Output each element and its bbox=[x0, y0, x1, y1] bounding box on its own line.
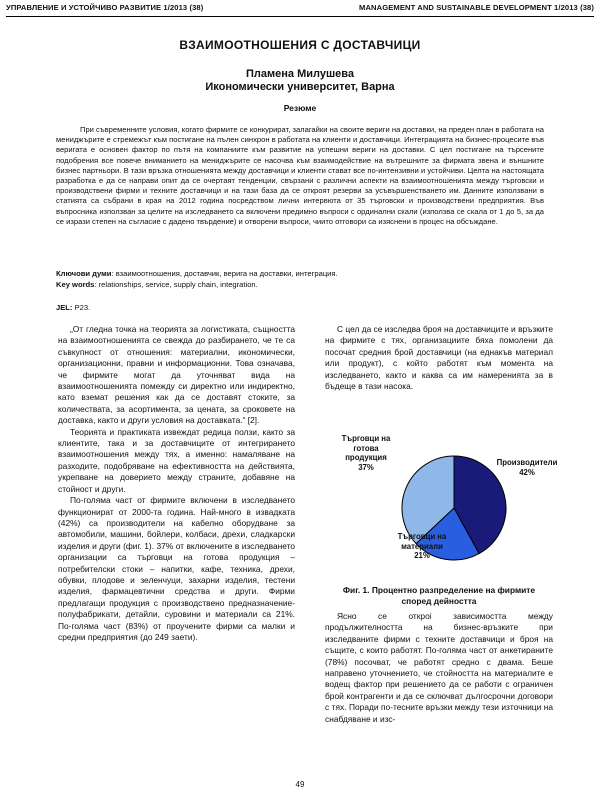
keywords-bg bbox=[56, 268, 544, 279]
keywords-block bbox=[56, 268, 544, 290]
body-paragraph: По-голяма част от фирмите включени в изследването функционират от 2000-та година. Най-много в извадката (42%) са производители на кабелно оборудване за автомобили, машини, бойлери, колбаси, дрехи, сладкарски изделия и други (фиг. 1). 37% от включените в изследването организации са търговци на готова продукция – потребителски стоки – напитки, кафе, техника, дрехи, обувки, плодове и зеленчуци, захарни изделия, тестени изделия, фармацевтични средства и други. Фирми предлагащи продукция с производствено предназначение-полуфабрикати, детайли, суровини и материали са 21%. По-голяма част (83%) от проучените фирми са малки и средни предприятия (до 249 заети). bbox=[58, 495, 295, 642]
running-header bbox=[6, 3, 594, 16]
label-line: 42% bbox=[519, 467, 535, 477]
label-finished-goods bbox=[326, 434, 406, 472]
abstract-heading: Резюме bbox=[283, 103, 317, 113]
jel-label: JEL: bbox=[56, 303, 73, 312]
body-column-right-bottom bbox=[325, 611, 553, 725]
body-paragraph: Теорията и практиката извеждат редица ползи, както за клиентите, така и за доставчиците от интегрирането взаимоотношения между тях, а именно: намаляване на разходите, подобряване на ефективността на действията, укрепване на доверието между страните, добавяне на стойност и други. bbox=[58, 426, 295, 494]
keywords-bg-label: Ключови думи bbox=[56, 269, 112, 278]
body-column-left bbox=[58, 324, 295, 643]
label-line: Производители bbox=[496, 458, 558, 467]
pie-chart bbox=[318, 428, 558, 584]
author-name: Пламена Милушева bbox=[246, 68, 354, 80]
author-affiliation: Икономически университет, Варна bbox=[205, 81, 395, 93]
page-number: 49 bbox=[295, 780, 305, 789]
body-paragraph: „От гледна точка на теорията за логистиката, същността на взаимоотношенията се свежда до разбирането, че те са съвкупност от отношения: материални, икономически, организационни, правни и информационни. Това означава, че фирмите могат да уточняват вида на взаимоотношенията помежду си директно или индиректно, като вземат решения как да се доставят стоките, за количествата, за асортимента, за цената, за сроковете на доставка, както и други условия на доставката.“ [2]. bbox=[58, 324, 295, 426]
label-line: Търговци на bbox=[397, 532, 447, 541]
body-column-right-top bbox=[325, 324, 553, 392]
label-line: Търговци на bbox=[341, 434, 391, 443]
label-materials bbox=[382, 532, 462, 561]
keywords-bg-values: : взаимоотношения, доставчик, верига на доставки, интеграция. bbox=[111, 269, 338, 278]
running-header-right: MANAGEMENT AND SUSTAINABLE DEVELOPMENT 1/2013 (38) bbox=[359, 3, 594, 12]
keywords-en-values: : relationships, service, supply chain, integration. bbox=[94, 280, 258, 289]
label-producers bbox=[494, 458, 560, 477]
keywords-en-label: Key words bbox=[56, 280, 95, 289]
jel-value: P23. bbox=[72, 303, 91, 312]
header-rule bbox=[6, 16, 594, 17]
label-line: 21% bbox=[414, 551, 430, 560]
label-line: 37% bbox=[358, 462, 374, 472]
body-paragraph: Ясно се откроi зависимостта между продължителността на бизнес-връзките при изследваните фирми с техните доставчици и броя на същите, с които работят. По-голяма част от анкетираните (78%) посочват, че работят средно с двама. Беше направено уточнението, че стойността на материалите е водещ фактор при решението да се работи с ограничен брой контрагенти и да се сключват дългосрочни договори с тях. Поради по-тесните връзки между тези източници на снабдяване и изс- bbox=[325, 611, 553, 724]
running-header-left: УПРАВЛЕНИЕ И УСТОЙЧИВО РАЗВИТИЕ 1/2013 (38) bbox=[6, 3, 204, 12]
figure-caption bbox=[325, 585, 553, 607]
label-line: продукция bbox=[345, 453, 387, 462]
jel-code bbox=[56, 303, 90, 312]
figure-caption-line: според дейността bbox=[401, 596, 477, 606]
label-line: готова bbox=[353, 443, 379, 453]
figure-caption-line: Фиг. 1. Процентно разпределение на фирмите bbox=[342, 585, 536, 595]
keywords-en bbox=[56, 279, 544, 290]
abstract-text: При съвременните условия, когато фирмите се конкурират, залагайки на своите вериги на доставки, на преден план в работата на мениджърите е стремежът към постигане на пълен синхрон в работата на клиенти и доставчици. Интеграцията на бизнес-процесите във веригата е основен фактор по пътя на компаниите към развитие на успешни вериги на доставки. С цел постигане на търсените подобрения все повече вниманието на мениджърите се насочва към взаимодействие на вътрешните за фирмата звена и външните бизнес партньори. В тази връзка отношенията между доставчици и клиенти стават все по-интензивни и устойчиви. Целта на настоящата разработка е да се направи опит да се очертаят тенденции, свързани с различни аспекти на взаимоотношенията между търговски и производствени фирми и техните доставчици и на тази база да се откроят резерви за усъвършенстването им. Данните използвани в статията са събрани в края на 2012 година посредством лични интервюта от 35 търговски и производствени предприятия. Във въпросника използван за целите на изследването са включени предимно въпроси с ординални скали (използва се скала от 1 до 5, за да се изрази степен на съгласие с дадено твърдение) и отворени въпроси, чиито отговори са изяснени в процес на обсъждане. bbox=[56, 125, 544, 226]
label-line: материали bbox=[401, 541, 443, 551]
article-title: ВЗАИМООТНОШЕНИЯ С ДОСТАВЧИЦИ bbox=[179, 38, 421, 52]
body-paragraph: С цел да се изследва броя на доставчиците и връзките на фирмите с тях, организациите бяха помолени да посочат средния брой доставчици (на еднакъв материал или продукт), с който работят към момента на изследването, както и каква са им намеренията за в бъдеще в тази насока. bbox=[325, 324, 553, 392]
